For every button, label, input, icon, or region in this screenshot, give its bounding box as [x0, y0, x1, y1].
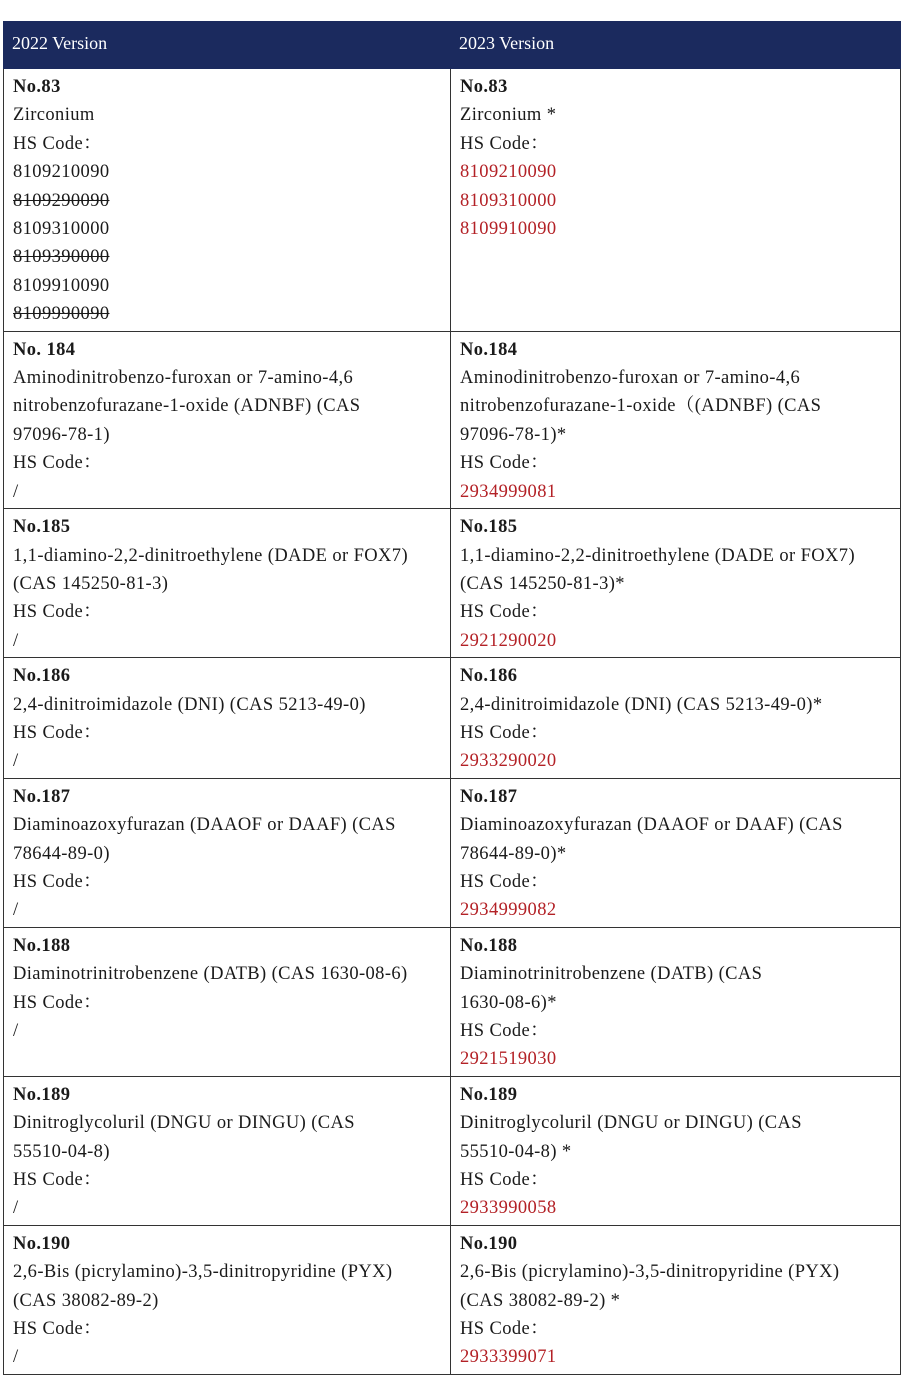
entry-number: No.189 [13, 1084, 71, 1105]
table-row [4, 778, 901, 927]
substance-description: Dinitroglycoluril (DNGU or DINGU) (CAS [460, 1113, 802, 1134]
substance-description: Zirconium * [460, 105, 557, 126]
entry-number: No.184 [460, 339, 518, 360]
substance-description: (CAS 38082-89-2) * [460, 1290, 621, 1311]
header-2023-version: 2023 Version [451, 22, 901, 69]
cell-2022-version [4, 69, 451, 332]
hs-code-label: HS Code： [460, 133, 550, 154]
substance-description: nitrobenzofurazane-1-oxide（(ADNBF) (CAS [460, 396, 822, 417]
hs-code-label: HS Code： [460, 1319, 550, 1340]
hs-code-label: HS Code： [460, 602, 550, 623]
entry-number: No.188 [460, 935, 518, 956]
table-row [4, 69, 901, 332]
hs-code-none: / [13, 1198, 19, 1219]
hs-code-removed: 8109990090 [13, 304, 110, 325]
hs-code-label: HS Code： [13, 871, 103, 892]
cell-2023-version [451, 1076, 901, 1225]
hs-code-none: / [13, 630, 19, 651]
entry-number: No.190 [460, 1233, 518, 1254]
entry-number: No.185 [13, 517, 71, 538]
hs-code-label: HS Code： [460, 453, 550, 474]
entry-number: No.188 [13, 935, 71, 956]
substance-description: 55510-04-8) * [460, 1141, 572, 1162]
hs-code-label: HS Code： [460, 1021, 550, 1041]
hs-code-label: HS Code： [460, 871, 550, 892]
substance-description: 2,6-Bis (picrylamino)-3,5-dinitropyridine (PYX) [460, 1262, 840, 1283]
cell-2022-version [4, 1225, 451, 1374]
substance-description: 97096-78-1) [13, 424, 110, 445]
entry-number: No. 184 [13, 339, 76, 360]
hs-code-comparison-table [3, 21, 901, 1375]
comparison-document [3, 21, 900, 1375]
hs-code-value: 2934999081 [460, 481, 557, 502]
entry-number: No.185 [460, 517, 518, 538]
substance-description: Diaminotrinitrobenzene (DATB) (CAS 1630-08-6) [13, 964, 408, 985]
table-row [4, 1076, 901, 1225]
hs-code-none: / [13, 1021, 19, 1041]
hs-code-value: 2934999082 [460, 900, 557, 921]
hs-code-label: HS Code： [13, 453, 103, 474]
table-row [4, 331, 901, 508]
table-row [4, 509, 901, 658]
hs-code-value: 8109310000 [460, 190, 557, 211]
cell-2023-version [451, 658, 901, 779]
hs-code-value: 2921519030 [460, 1049, 557, 1070]
table-header-row [4, 22, 901, 69]
substance-description: (CAS 145250-81-3)* [460, 573, 625, 594]
header-2022-version: 2022 Version [4, 22, 451, 69]
hs-code-value: 2933399071 [460, 1347, 557, 1368]
entry-number: No.187 [460, 786, 518, 807]
cell-2022-version [4, 331, 451, 508]
hs-code-value: 8109210090 [13, 162, 110, 183]
hs-code-removed: 8109390000 [13, 247, 110, 268]
hs-code-value: 8109910090 [13, 275, 110, 296]
substance-description: (CAS 38082-89-2) [13, 1290, 159, 1311]
entry-number: No.186 [13, 666, 71, 687]
table-row [4, 1225, 901, 1374]
hs-code-label: HS Code： [13, 133, 103, 154]
substance-description: 1,1-diamino-2,2-dinitroethylene (DADE or FOX7) [13, 545, 409, 566]
substance-description: Dinitroglycoluril (DNGU or DINGU) (CAS [13, 1113, 355, 1134]
cell-2023-version [451, 69, 901, 332]
cell-2022-version [4, 658, 451, 779]
hs-code-label: HS Code： [13, 1319, 103, 1340]
hs-code-label: HS Code： [13, 992, 103, 1013]
hs-code-value: 2933990058 [460, 1198, 557, 1219]
cell-2023-version [451, 331, 901, 508]
hs-code-removed: 8109290090 [13, 190, 110, 211]
hs-code-label: HS Code： [13, 602, 103, 623]
cell-2023-version [451, 778, 901, 927]
entry-number: No.190 [13, 1233, 71, 1254]
hs-code-none: / [13, 481, 19, 502]
hs-code-value: 8109910090 [460, 219, 557, 240]
table-body [4, 69, 901, 1375]
hs-code-none: / [13, 1347, 19, 1368]
substance-description: 78644-89-0)* [460, 843, 567, 864]
cell-2022-version [4, 509, 451, 658]
substance-description: Diaminoazoxyfurazan (DAAOF or DAAF) (CAS [460, 815, 843, 836]
entry-number: No.83 [460, 77, 508, 97]
substance-description: 2,6-Bis (picrylamino)-3,5-dinitropyridine (PYX) [13, 1262, 393, 1283]
substance-description: 1,1-diamino-2,2-dinitroethylene (DADE or FOX7) [460, 545, 856, 566]
hs-code-label: HS Code： [13, 1170, 103, 1191]
hs-code-label: HS Code： [460, 722, 550, 743]
hs-code-value: 8109310000 [13, 219, 110, 240]
entry-number: No.186 [460, 666, 518, 687]
substance-description: (CAS 145250-81-3) [13, 573, 169, 594]
cell-2022-version [4, 1076, 451, 1225]
cell-2023-version [451, 1225, 901, 1374]
hs-code-none: / [13, 751, 19, 772]
entry-number: No.83 [13, 77, 61, 97]
hs-code-label: HS Code： [460, 1170, 550, 1191]
table-row [4, 658, 901, 779]
substance-description: 1630-08-6)* [460, 992, 557, 1013]
substance-description: Aminodinitrobenzo-furoxan or 7-amino-4,6 [460, 368, 801, 389]
substance-description: nitrobenzofurazane-1-oxide (ADNBF) (CAS [13, 396, 361, 417]
substance-description: Diaminoazoxyfurazan (DAAOF or DAAF) (CAS [13, 815, 396, 836]
cell-2022-version [4, 778, 451, 927]
hs-code-value: 2921290020 [460, 630, 557, 651]
table-row [4, 927, 901, 1076]
substance-description: Aminodinitrobenzo-furoxan or 7-amino-4,6 [13, 368, 354, 389]
entry-number: No.187 [13, 786, 71, 807]
entry-number: No.189 [460, 1084, 518, 1105]
hs-code-label: HS Code： [13, 722, 103, 743]
hs-code-value: 8109210090 [460, 162, 557, 183]
substance-description: Zirconium [13, 105, 95, 126]
substance-description: 97096-78-1)* [460, 424, 567, 445]
substance-description: 55510-04-8) [13, 1141, 110, 1162]
cell-2022-version [4, 927, 451, 1076]
substance-description: 78644-89-0) [13, 843, 110, 864]
cell-2023-version [451, 927, 901, 1076]
hs-code-none: / [13, 900, 19, 921]
substance-description: 2,4-dinitroimidazole (DNI) (CAS 5213-49-0)* [460, 694, 823, 715]
cell-2023-version [451, 509, 901, 658]
substance-description: Diaminotrinitrobenzene (DATB) (CAS [460, 964, 763, 985]
hs-code-value: 2933290020 [460, 751, 557, 772]
substance-description: 2,4-dinitroimidazole (DNI) (CAS 5213-49-0) [13, 694, 366, 715]
